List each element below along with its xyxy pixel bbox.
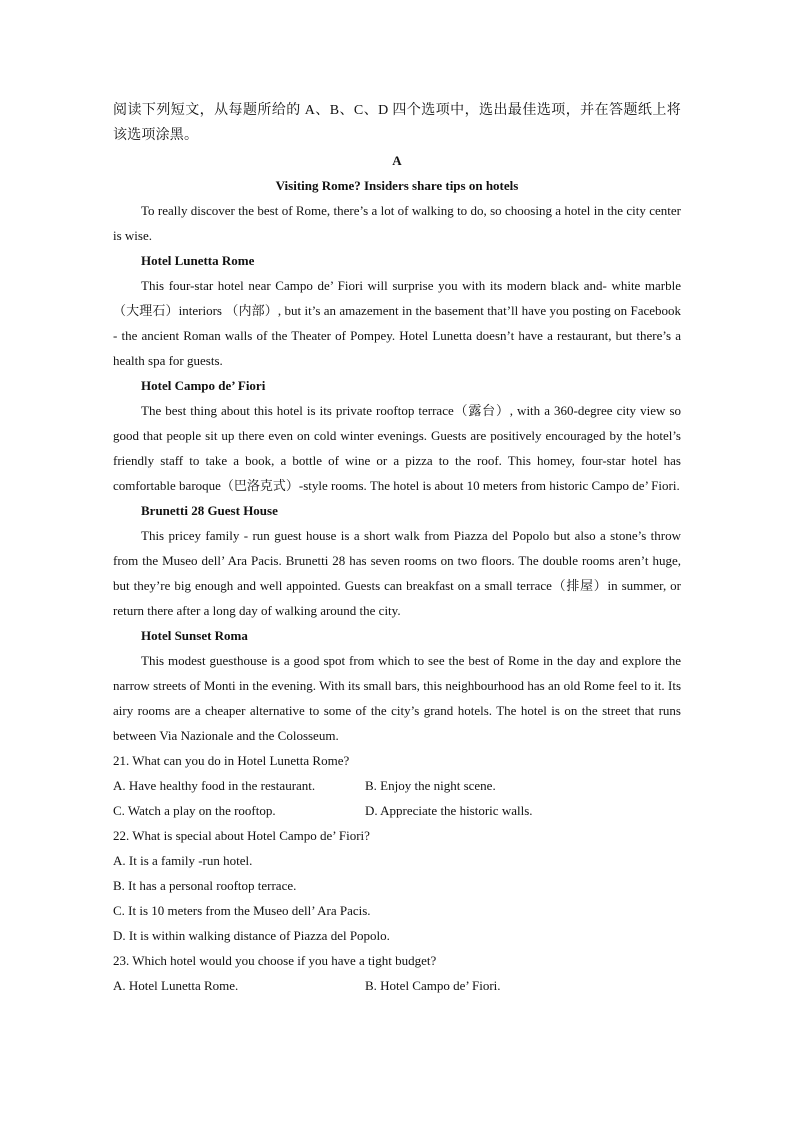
- hotel-heading: Hotel Campo de’ Fiori: [141, 378, 266, 393]
- hotel-description: This four-star hotel near Campo de’ Fiori will surprise you with its modern black and- white marble（大理石）interiors （内部）, but it’s an amazement in the basement that’ll have you posting on Facebook - the ancient Roman walls of the Theater of Pompey. Hotel Lunetta doesn’t have a restaurant, but there’s a health spa for guests.: [113, 278, 681, 368]
- option-c: C. Watch a play on the rooftop.: [113, 803, 276, 818]
- hotel-description: This pricey family - run guest house is a short walk from Piazza del Popolo but also a stone’s throw from the Museo dell’ Ara Pacis. Brunetti 28 has seven rooms on two floors. The double rooms aren’t huge, but they’re big enough and well appointed. Guests can breakfast on a small terrace（排屋）in summer, or return there after a long day of walking around the city.: [113, 528, 681, 618]
- option-d: D. Appreciate the historic walls.: [365, 803, 533, 818]
- question-stem: 23. Which hotel would you choose if you have a tight budget?: [113, 953, 437, 968]
- question-stem: 22. What is special about Hotel Campo de’ Fiori?: [113, 828, 370, 843]
- option-a: A. Hotel Lunetta Rome.: [113, 978, 239, 993]
- option-a: A. It is a family -run hotel.: [113, 853, 253, 868]
- option-row: [113, 773, 681, 798]
- option-b: B. Enjoy the night scene.: [365, 778, 496, 793]
- option-c: C. It is 10 meters from the Museo dell’ Ara Pacis.: [113, 903, 371, 918]
- option-a: A. Have healthy food in the restaurant.: [113, 778, 316, 793]
- option-b: B. Hotel Campo de’ Fiori.: [365, 978, 501, 993]
- option-row: [113, 973, 681, 998]
- option-row: [113, 798, 681, 823]
- option-d: D. It is within walking distance of Piazza del Popolo.: [113, 928, 390, 943]
- hotel-description: The best thing about this hotel is its private rooftop terrace（露台）, with a 360-degree city view so good that people sit up there even on cold winter evenings. Guests are positively encouraged by the hotel’s friendly staff to take a book, a bottle of wine or a pizza to the roof. This homey, four-star hotel has comfortable baroque（巴洛克式）-style rooms. The hotel is about 10 meters from historic Campo de’ Fiori.: [113, 403, 681, 493]
- hotel-heading: Brunetti 28 Guest House: [141, 503, 278, 518]
- intro-paragraph: To really discover the best of Rome, there’s a lot of walking to do, so choosing a hotel in the city center is wise.: [113, 203, 681, 243]
- hotel-heading: Hotel Sunset Roma: [141, 628, 248, 643]
- option-b: B. It has a personal rooftop terrace.: [113, 878, 297, 893]
- document-body: [113, 98, 681, 998]
- instruction-text: 阅读下列短文，从每题所给的 A、B、C、D 四个选项中，选出最佳选项，并在答题纸上将该选项涂黑。: [113, 103, 681, 143]
- section-label: A: [392, 153, 402, 168]
- passage-title: Visiting Rome? Insiders share tips on hotels: [275, 178, 519, 193]
- hotel-heading: Hotel Lunetta Rome: [141, 253, 255, 268]
- question-stem: 21. What can you do in Hotel Lunetta Rome?: [113, 753, 350, 768]
- hotel-description: This modest guesthouse is a good spot from which to see the best of Rome in the day and explore the narrow streets of Monti in the evening. With its small bars, this neighbourhood has an old Rome feel to it. Its airy rooms are a cheaper alternative to some of the city’s grand hotels. The hotel is on the street that runs between Via Nazionale and the Colosseum.: [113, 653, 681, 743]
